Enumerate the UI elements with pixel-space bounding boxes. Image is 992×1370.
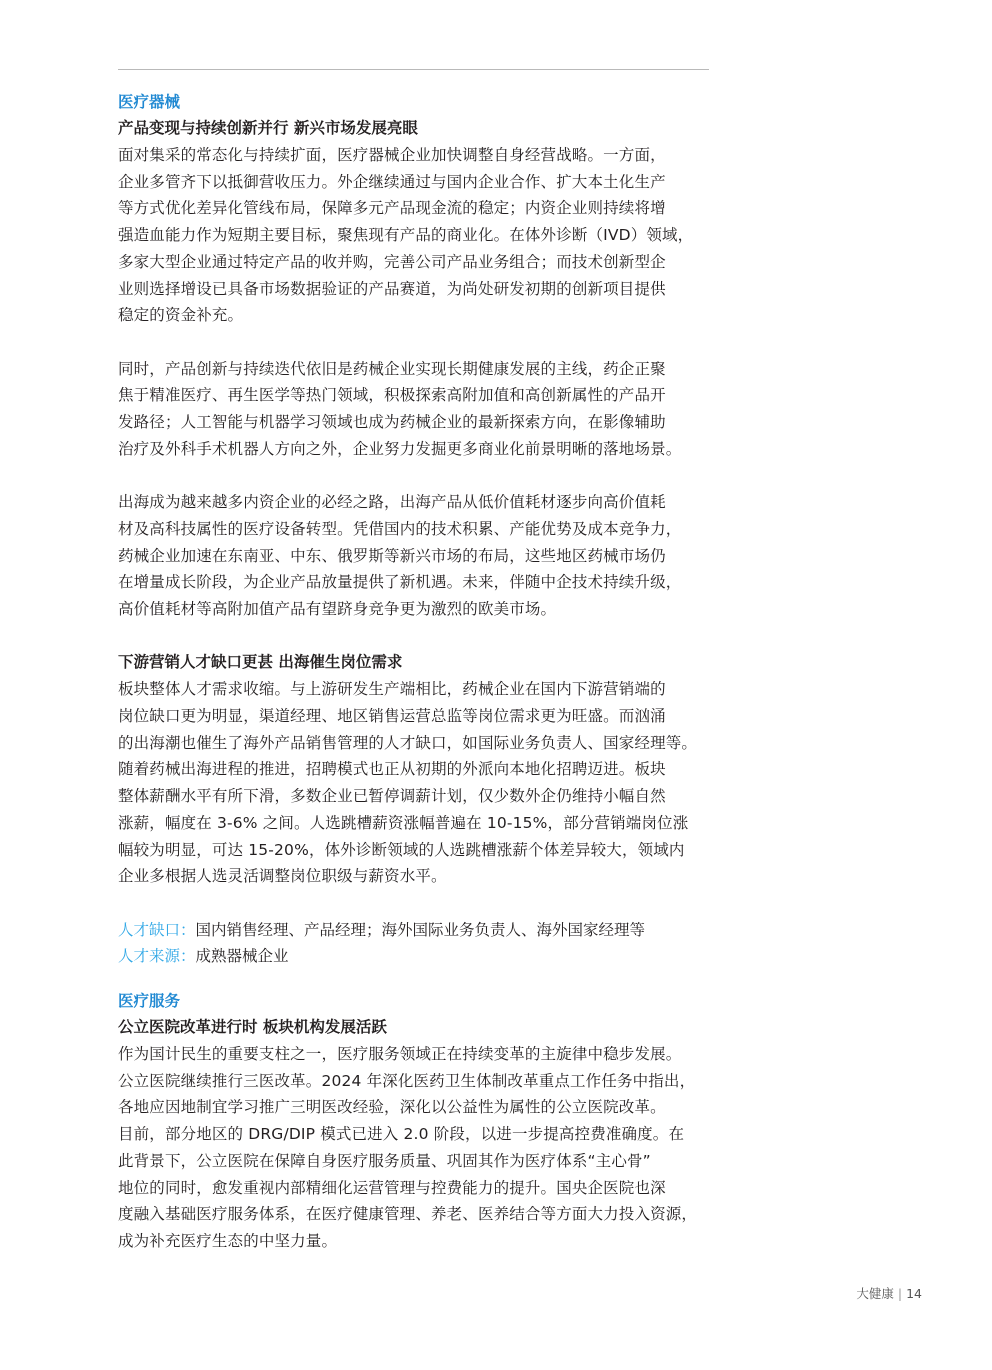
footer-section-name: 大健康 (856, 1286, 894, 1301)
paragraph-overseas: 出海成为越来越多内资企业的必经之路，出海产品从低价值耗材逐步向高价值耗 材及高科技属性的医疗设备转型。凭借国内的技术积累、产能优势及成本竞争力， 药械企业加速在东南亚、中东、俄罗斯等新兴市场的布局，这些地区药械市场仍 在增量成长阶段，为企业产品放量提供了新机遇。未来，伴随中企技术持续升级， 高价值耗材等高附加值产品有望跻身竞争更为激烈的欧美市场。 (118, 493, 682, 618)
top-divider (118, 69, 709, 70)
talent-gap-label: 人才缺口： (118, 920, 196, 939)
paragraph-innovation: 同时，产品创新与持续迭代依旧是药械企业实现长期健康发展的主线，药企正聚 焦于精准医疗、再生医学等热门领域，积极探索高附加值和高创新属性的产品开 发路径；人工智能与机器学习领域也成为药械企业的最新探索方向，在影像辅助 治疗及外科手术机器人方向之外，企业努力发掘更多商业化前景明晰的落地场景。 (118, 359, 682, 458)
subheading-product-innovation: 产品变现与持续创新并行 新兴市场发展亮眼 (118, 119, 418, 137)
paragraph-hospital-reform: 作为国计民生的重要支柱之一，医疗服务领域正在持续变革的主旋律中稳步发展。 公立医院继续推行三医改革。2024 年深化医药卫生体制改革重点工作任务中指出， 各地应因地制宜学习推广三明医改经验，深化以公益性为属性的公立医院改革。 目前，部分地区的 DRG/DIP 模式已进入 2.0 阶段，以进一步提高控费准确度。在 此背景下，公立医院在保障自身医疗服务质量、巩固其作为医疗体系“主心骨” 地位的同时，愈发重视内部精细化运营管理与控费能力的提升。国央企医院也深 度融入基础医疗服务体系，在医疗健康管理、养老、医养结合等方面大力投入资源， 成为补充医疗生态的中坚力量。 (118, 1045, 698, 1250)
page-footer (856, 1284, 922, 1302)
paragraph-strategy: 面对集采的常态化与持续扩面，医疗器械企业加快调整自身经营战略。一方面， 企业多管齐下以抵御营收压力。外企继续通过与国内企业合作、扩大本土化生产 等方式优化差异化管线布局，保障多元产品现金流的稳定；内资企业则持续将增 强造血能力作为短期主要目标，聚焦现有产品的商业化。在体外诊断（IVD）领域， 多家大型企业通过特定产品的收并购，完善公司产品业务组合；而技术创新型企 业则选择增设已具备市场数据验证的产品赛道，为尚处研发初期的创新项目提供 稳定的资金补充。 (118, 146, 694, 325)
talent-gap-row (118, 917, 709, 944)
page-number: 14 (906, 1286, 922, 1301)
talent-gap-value: 国内销售经理、产品经理；海外国际业务负责人、海外国家经理等 (195, 920, 646, 939)
page-content (118, 89, 709, 1255)
talent-source-label: 人才来源： (118, 947, 196, 966)
subheading-hospital-reform: 公立医院改革进行时 板块机构发展活跃 (118, 1018, 387, 1037)
paragraph-talent-demand: 板块整体人才需求收缩。与上游研发生产端相比，药械企业在国内下游营销端的 岗位缺口更为明显，渠道经理、地区销售运营总监等岗位需求更为旺盛。而汹涌 的出海潮也催生了海外产品销售管理的人才缺口，如国际业务负责人、国家经理等。 随着药械出海进程的推进，招聘模式也正从初期的外派向本地化招聘迈进。板块 整体薪酬水平有所下滑，多数企业已暂停调薪计划，仅少数外企仍维持小幅自然 涨薪，幅度在 3-6% 之间。人选跳槽薪资涨幅普遍在 10-15%，部分营销端岗位涨 幅较为明显，可达 15-20%，体外诊断领域的人选跳槽涨薪个体差异较大，领域内 企业多根据人选灵活调整岗位职级与薪资水平。 (118, 680, 698, 886)
talent-source-row (118, 943, 709, 970)
subheading-talent-gap: 下游营销人才缺口更甚 出海催生岗位需求 (118, 653, 403, 672)
talent-source-value: 成熟器械企业 (195, 947, 289, 966)
section-title-medical-devices: 医疗器械 (118, 93, 181, 111)
section-title-medical-services: 医疗服务 (118, 992, 181, 1011)
footer-separator: | (897, 1286, 903, 1301)
